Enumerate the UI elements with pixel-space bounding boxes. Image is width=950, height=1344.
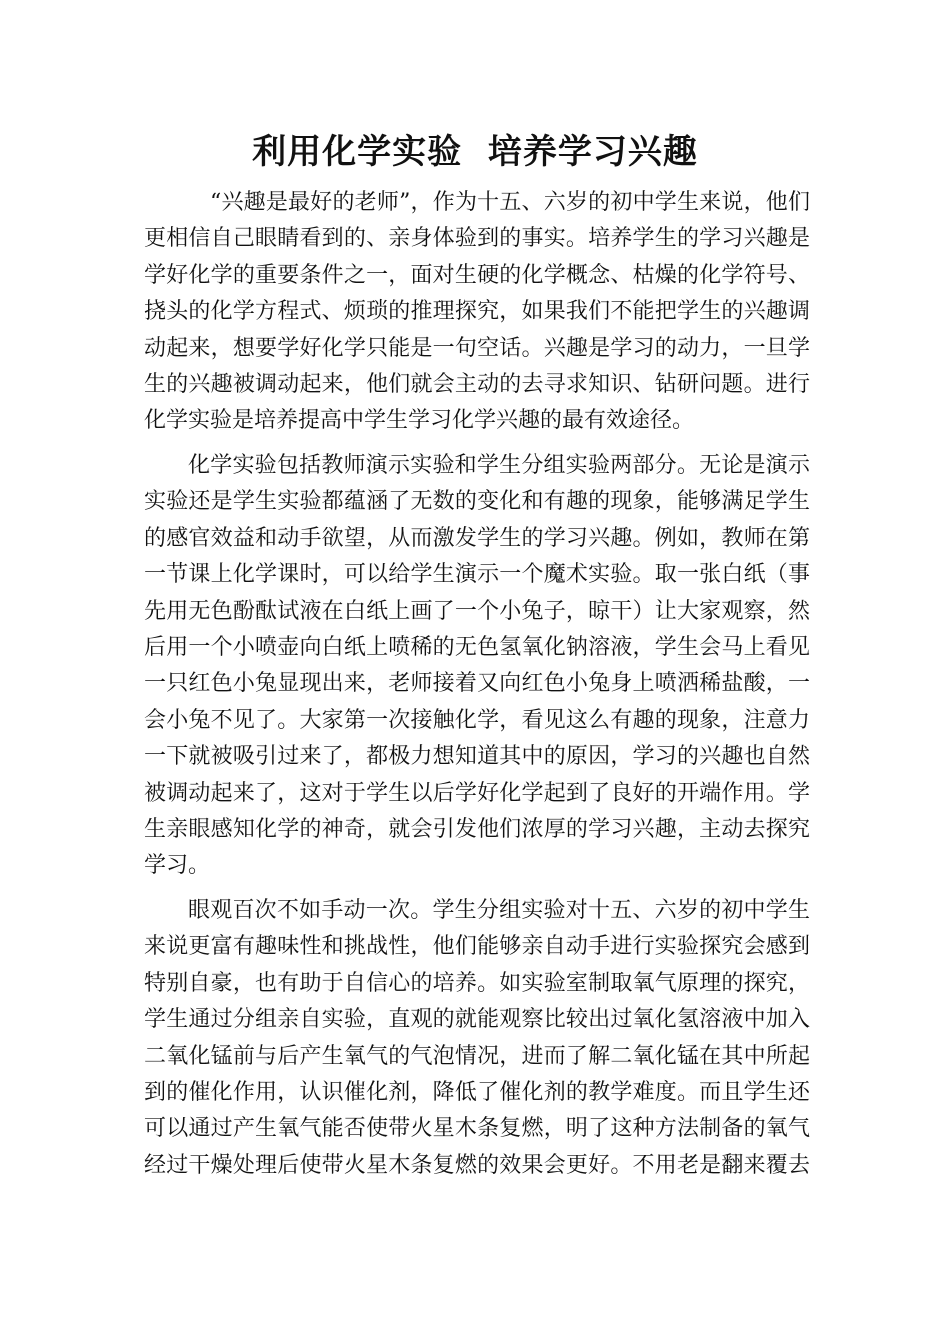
paragraph-line: 眼观百次不如手动一次。学生分组实验对十五、六岁的初中学生 (188, 898, 810, 923)
paragraph-line: 被调动起来了，这对于学生以后学好化学起到了良好的开端作用。学 (144, 780, 810, 806)
paragraph-1 (144, 185, 810, 440)
paragraph-line: 动起来，想要学好化学只能是一句空话。兴趣是学习的动力，一旦学 (144, 335, 810, 361)
paragraph-line: 一节课上化学课时，可以给学生演示一个魔术实验。取一张白纸（事 (144, 562, 810, 588)
paragraph-line: 一下就被吸引过来了，都极力想知道其中的原因，学习的兴趣也自然 (144, 744, 810, 770)
paragraph-line: 更相信自己眼睛看到的、亲身体验到的事实。培养学生的学习兴趣是 (144, 226, 810, 252)
paragraph-line: 特别自豪，也有助于自信心的培养。如实验室制取氧气原理的探究， (144, 970, 810, 996)
paragraph-3 (144, 893, 810, 1184)
paragraph-2 (144, 448, 810, 885)
paragraph-line: 挠头的化学方程式、烦琐的推理探究，如果我们不能把学生的兴趣调 (144, 299, 810, 325)
paragraph-line: 经过干燥处理后使带火星木条复燃的效果会更好。不用老是翻来覆去 (144, 1152, 810, 1178)
paragraph-line: 学生通过分组亲自实验，直观的就能观察比较出过氧化氢溶液中加入 (144, 1007, 810, 1033)
paragraph-line: 可以通过产生氧气能否使带火星木条复燃，明了这种方法制备的氧气 (144, 1116, 810, 1142)
paragraph-line: “兴趣是最好的老师”，作为十五、六岁的初中学生来说，他们 (210, 190, 810, 215)
paragraph-line: 会小兔不见了。大家第一次接触化学，看见这么有趣的现象，注意力 (144, 707, 810, 733)
paragraph-line: 化学实验包括教师演示实验和学生分组实验两部分。无论是演示 (188, 453, 810, 478)
paragraph-line: 生亲眼感知化学的神奇，就会引发他们浓厚的学习兴趣，主动去探究 (144, 816, 810, 842)
paragraph-line: 学习。 (144, 853, 211, 879)
paragraph-line: 一只红色小兔显现出来，老师接着又向红色小兔身上喷洒稀盐酸，一 (144, 671, 810, 697)
paragraph-line: 学好化学的重要条件之一，面对生硬的化学概念、枯燥的化学符号、 (144, 262, 810, 288)
paragraph-line: 化学实验是培养提高中学生学习化学兴趣的最有效途径。 (144, 408, 695, 434)
paragraph-line: 来说更富有趣味性和挑战性，他们能够亲自动手进行实验探究会感到 (144, 934, 810, 960)
document-title: 利用化学实验 培养学习兴趣 (252, 132, 698, 172)
paragraph-line: 到的催化作用，认识催化剂，降低了催化剂的教学难度。而且学生还 (144, 1079, 810, 1105)
paragraph-line: 先用无色酚酞试液在白纸上画了一个小兔子，晾干）让大家观察，然 (144, 598, 810, 624)
paragraph-line: 生的兴趣被调动起来，他们就会主动的去寻求知识、钻研问题。进行 (144, 371, 810, 397)
paragraph-line: 二氧化锰前与后产生氧气的气泡情况，进而了解二氧化锰在其中所起 (144, 1043, 810, 1069)
paragraph-line: 实验还是学生实验都蕴涵了无数的变化和有趣的现象，能够满足学生 (144, 489, 810, 515)
paragraph-line: 后用一个小喷壶向白纸上喷稀的无色氢氧化钠溶液，学生会马上看见 (144, 634, 810, 660)
paragraph-line: 的感官效益和动手欲望，从而激发学生的学习兴趣。例如，教师在第 (144, 525, 810, 551)
